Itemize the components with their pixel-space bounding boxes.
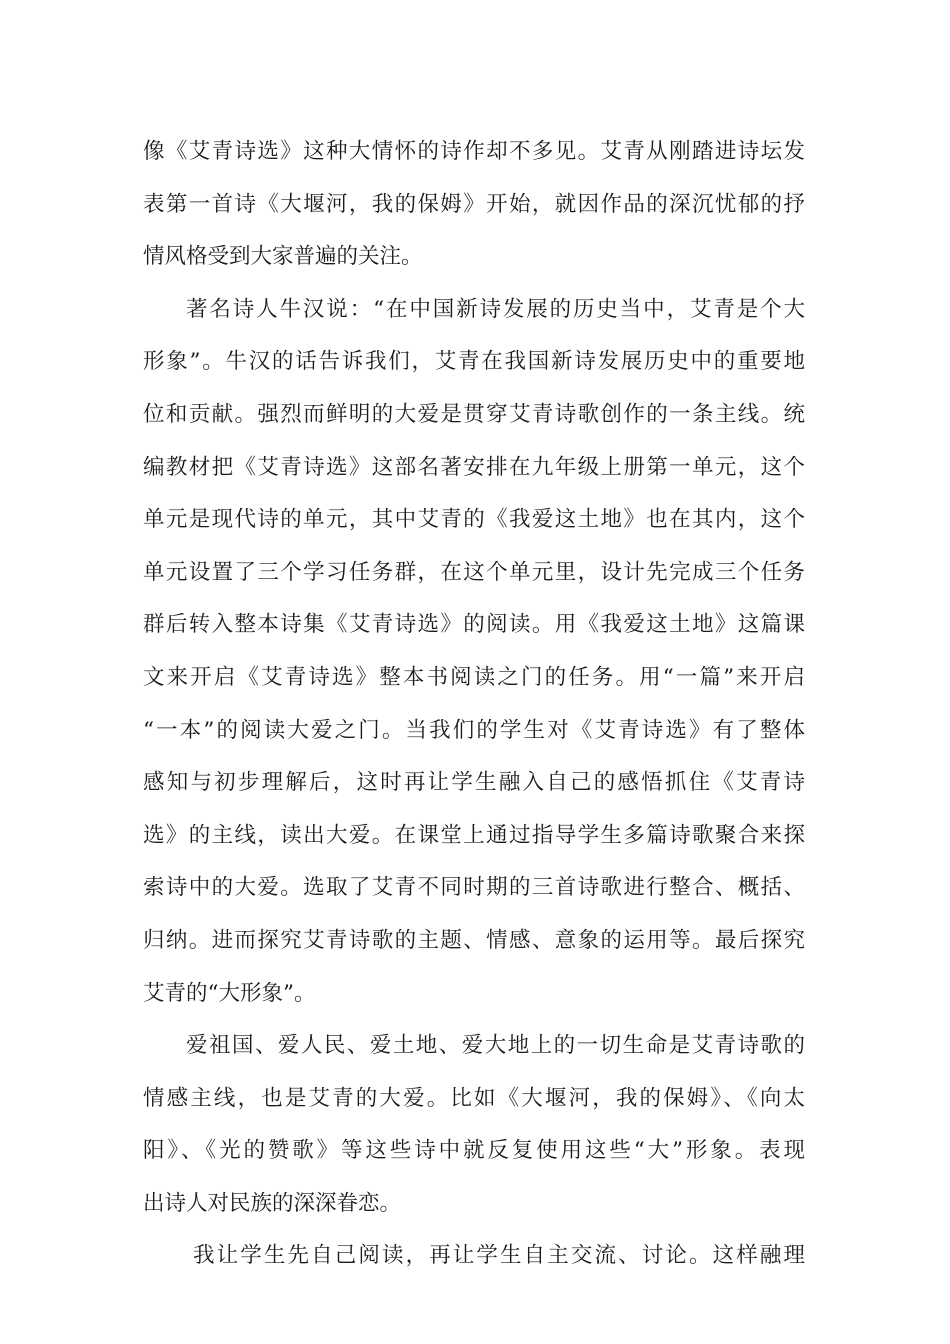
text-line: 归纳。进而探究艾青诗歌的主题、情感、意象的运用等。最后探究 <box>143 927 805 953</box>
text-line: 文来开启《艾青诗选》整本书阅读之门的任务。用“一篇”来开启 <box>143 664 805 690</box>
text-line: 群后转入整本诗集《艾青诗选》的阅读。用《我爱这土地》这篇课 <box>143 612 805 638</box>
text-line: 选》的主线，读出大爱。在课堂上通过指导学生多篇诗歌聚合来探 <box>143 822 805 848</box>
text-line: 著名诗人牛汉说：“在中国新诗发展的历史当中，艾青是个大 <box>186 296 805 322</box>
text-line: 编教材把《艾青诗选》这部名著安排在九年级上册第一单元，这个 <box>143 454 805 480</box>
text-line: 形象”。牛汉的话告诉我们，艾青在我国新诗发展历史中的重要地 <box>143 349 805 375</box>
text-line: “一本”的阅读大爱之门。当我们的学生对《艾青诗选》有了整体 <box>143 717 805 743</box>
paragraph-4 <box>143 1238 805 1291</box>
paragraph-3 <box>143 1028 805 1238</box>
text-line: 表第一首诗《大堰河，我的保姆》开始，就因作品的深沉忧郁的抒 <box>143 191 805 217</box>
paragraph-1 <box>143 134 805 292</box>
text-line: 单元设置了三个学习任务群，在这个单元里，设计先完成三个任务 <box>143 559 805 585</box>
text-line: 阳》、《光的赞歌》等这些诗中就反复使用这些“大”形象。表现 <box>143 1138 805 1164</box>
text-line: 情风格受到大家普遍的关注。 <box>143 244 423 270</box>
text-line: 艾青的“大形象”。 <box>143 980 316 1006</box>
paragraph-2 <box>143 292 805 1028</box>
text-line: 像《艾青诗选》这种大情怀的诗作却不多见。艾青从刚踏进诗坛发 <box>143 139 805 164</box>
document-body <box>143 134 805 1291</box>
text-line: 出诗人对民族的深深眷恋。 <box>143 1190 402 1216</box>
text-line: 情感主线，也是艾青的大爱。比如《大堰河，我的保姆》、《向太 <box>143 1085 805 1111</box>
text-line: 单元是现代诗的单元，其中艾青的《我爱这土地》也在其内，这个 <box>143 507 805 533</box>
text-line: 感知与初步理解后，这时再让学生融入自己的感悟抓住《艾青诗 <box>143 770 805 796</box>
text-line: 我让学生先自己阅读，再让学生自主交流、讨论。这样融理 <box>193 1243 805 1269</box>
text-line: 索诗中的大爱。选取了艾青不同时期的三首诗歌进行整合、概括、 <box>143 875 805 901</box>
text-line: 爱祖国、爱人民、爱土地、爱大地上的一切生命是艾青诗歌的 <box>186 1033 805 1059</box>
text-line: 位和贡献。强烈而鲜明的大爱是贯穿艾青诗歌创作的一条主线。统 <box>143 401 805 427</box>
